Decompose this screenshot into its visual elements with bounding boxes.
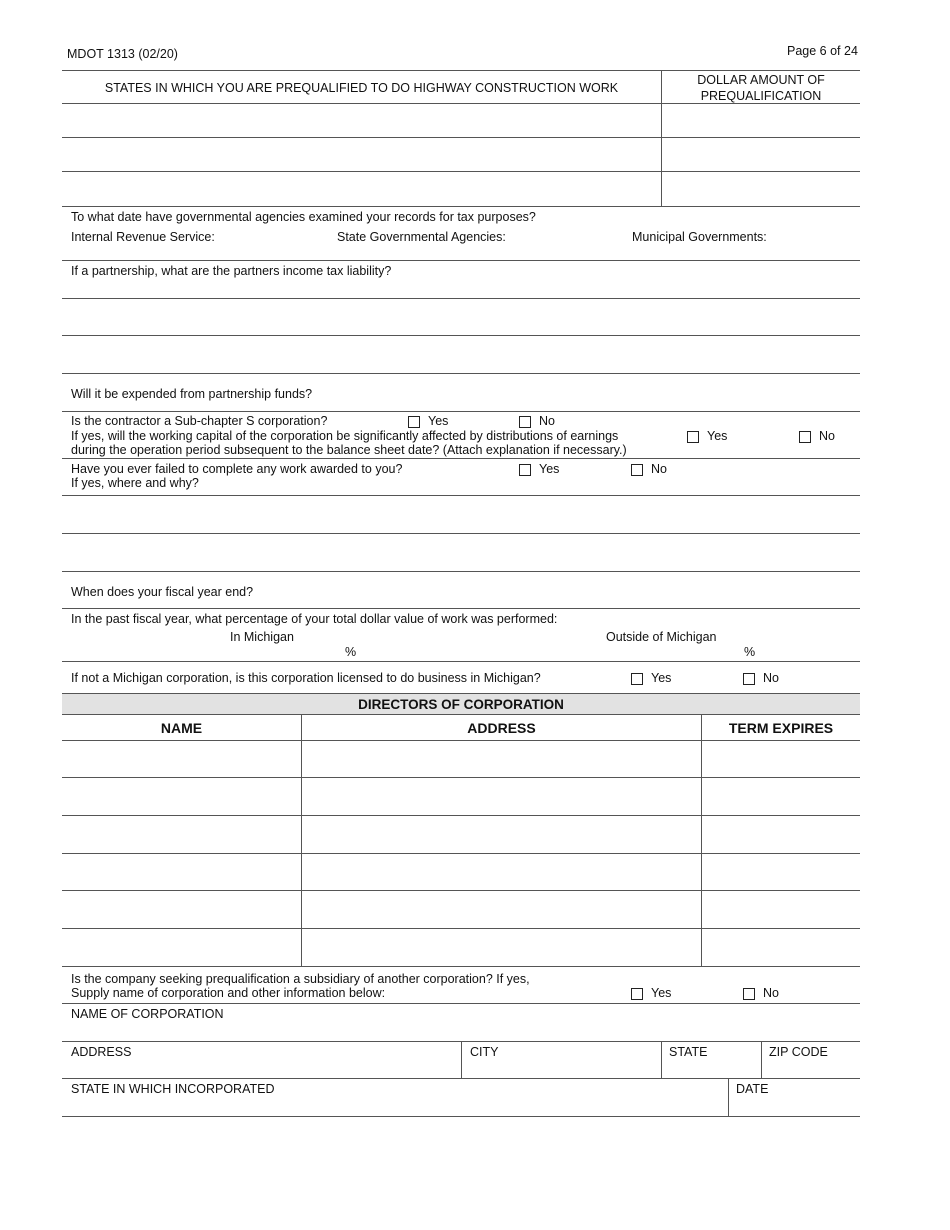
fiscal-year-question: When does your fiscal year end? <box>71 585 254 599</box>
percentage-question: In the past fiscal year, what percentage of your total dollar value of work was performed: <box>71 612 558 626</box>
no-label: No <box>763 986 779 1000</box>
divider <box>62 70 860 71</box>
subsidiary-no-checkbox[interactable] <box>743 988 755 1000</box>
director-address-field[interactable] <box>302 816 701 853</box>
director-name-field[interactable] <box>62 778 301 815</box>
amount-field-1[interactable] <box>662 104 860 137</box>
in-michigan-percent: % <box>345 645 357 659</box>
yes-label: Yes <box>651 986 672 1000</box>
municipal-label: Municipal Governments: <box>632 230 767 244</box>
date-field[interactable] <box>729 1097 860 1115</box>
divider <box>62 1078 860 1079</box>
state-field-2[interactable] <box>62 138 661 171</box>
director-name-field[interactable] <box>62 741 301 777</box>
municipal-date-field[interactable] <box>770 228 858 246</box>
directors-title: DIRECTORS OF CORPORATION <box>358 697 564 712</box>
licensed-no-checkbox[interactable] <box>743 673 755 685</box>
amount-field-2[interactable] <box>662 138 860 171</box>
subsidiary-question: Is the company seeking prequalification a subsidiary of another corporation? If yes, <box>71 972 530 986</box>
divider <box>62 1003 860 1004</box>
yes-label: Yes <box>539 462 560 476</box>
director-term-field[interactable] <box>702 741 860 777</box>
subsidiary-question-2: Supply name of corporation and other information below: <box>71 986 386 1000</box>
failed-work-yes-checkbox[interactable] <box>519 464 531 476</box>
subchapter-yes-checkbox[interactable] <box>408 416 420 428</box>
director-term-field[interactable] <box>702 854 860 890</box>
divider <box>62 966 860 967</box>
states-header: STATES IN WHICH YOU ARE PREQUALIFIED TO DO HIGHWAY CONSTRUCTION WORK <box>104 81 619 95</box>
page-number: Page 6 of 24 <box>787 44 858 58</box>
yes-label: Yes <box>707 429 728 443</box>
director-term-field[interactable] <box>702 891 860 928</box>
divider <box>62 608 860 609</box>
date-label: DATE <box>736 1082 769 1096</box>
subchapter-no-checkbox[interactable] <box>519 416 531 428</box>
failed-work-answer-line-2[interactable] <box>62 534 860 571</box>
no-label: No <box>539 414 555 428</box>
subchapter-question: Is the contractor a Sub-chapter S corporation? <box>71 414 328 428</box>
director-address-field[interactable] <box>302 929 701 966</box>
yes-label: Yes <box>428 414 449 428</box>
no-label: No <box>651 462 667 476</box>
zip-code-label: ZIP CODE <box>769 1045 828 1059</box>
director-name-field[interactable] <box>62 816 301 853</box>
divider <box>62 206 860 207</box>
address-field[interactable] <box>62 1060 461 1078</box>
address-column-header: ADDRESS <box>467 720 536 736</box>
corporation-name-field[interactable] <box>62 1022 860 1040</box>
in-michigan-field[interactable] <box>300 640 344 658</box>
director-name-field[interactable] <box>62 854 301 890</box>
state-field[interactable] <box>662 1060 761 1078</box>
irs-label: Internal Revenue Service: <box>71 230 215 244</box>
divider <box>62 571 860 572</box>
working-capital-question-2: during the operation period subsequent to the balance sheet date? (Attach explanation if necessary.) <box>71 443 627 457</box>
name-column-header: NAME <box>160 720 203 736</box>
dollar-amount-header: DOLLAR AMOUNT OF <box>697 73 825 87</box>
divider <box>62 411 860 412</box>
term-expires-column-header: TERM EXPIRES <box>728 720 834 736</box>
director-address-field[interactable] <box>302 854 701 890</box>
director-term-field[interactable] <box>702 816 860 853</box>
divider <box>62 458 860 459</box>
divider <box>62 373 860 374</box>
divider <box>62 1116 860 1117</box>
expended-question: Will it be expended from partnership funds? <box>71 387 313 401</box>
failed-work-question-2: If yes, where and why? <box>71 476 199 490</box>
no-label: No <box>763 671 779 685</box>
failed-work-no-checkbox[interactable] <box>631 464 643 476</box>
zip-code-field[interactable] <box>762 1060 860 1078</box>
fiscal-year-field[interactable] <box>260 582 660 604</box>
incorporated-state-label: STATE IN WHICH INCORPORATED <box>71 1082 275 1096</box>
working-capital-no-checkbox[interactable] <box>799 431 811 443</box>
state-field-3[interactable] <box>62 172 661 205</box>
no-label: No <box>819 429 835 443</box>
subsidiary-yes-checkbox[interactable] <box>631 988 643 1000</box>
outside-michigan-label: Outside of Michigan <box>606 630 717 644</box>
city-field[interactable] <box>462 1060 661 1078</box>
address-label: ADDRESS <box>71 1045 132 1059</box>
partnership-answer-line-1[interactable] <box>62 299 860 335</box>
in-michigan-label: In Michigan <box>230 630 294 644</box>
licensed-yes-checkbox[interactable] <box>631 673 643 685</box>
director-term-field[interactable] <box>702 778 860 815</box>
failed-work-question: Have you ever failed to complete any work awarded to you? <box>71 462 403 476</box>
director-name-field[interactable] <box>62 891 301 928</box>
state-field-1[interactable] <box>62 104 661 137</box>
working-capital-question: If yes, will the working capital of the corporation be significantly affected by distributions of earnings <box>71 429 619 443</box>
partnership-question: If a partnership, what are the partners income tax liability? <box>71 264 392 278</box>
form-id: MDOT 1313 (02/20) <box>67 47 178 61</box>
director-address-field[interactable] <box>302 778 701 815</box>
amount-field-3[interactable] <box>662 172 860 205</box>
state-date-field[interactable] <box>508 228 626 246</box>
director-address-field[interactable] <box>302 741 701 777</box>
incorporated-state-field[interactable] <box>62 1097 728 1115</box>
outside-michigan-field[interactable] <box>698 640 742 658</box>
state-label: STATE <box>669 1045 708 1059</box>
city-label: CITY <box>470 1045 499 1059</box>
licensed-question: If not a Michigan corporation, is this corporation licensed to do business in Michigan? <box>71 671 541 685</box>
working-capital-yes-checkbox[interactable] <box>687 431 699 443</box>
partnership-answer-line-2[interactable] <box>62 336 860 373</box>
dollar-amount-header-2: PREQUALIFICATION <box>700 89 822 103</box>
divider <box>62 661 860 662</box>
tax-question: To what date have governmental agencies examined your records for tax purposes? <box>71 210 536 224</box>
irs-date-field[interactable] <box>216 228 331 246</box>
divider <box>62 260 860 261</box>
outside-michigan-percent: % <box>744 645 756 659</box>
state-agencies-label: State Governmental Agencies: <box>337 230 506 244</box>
director-term-field[interactable] <box>702 929 860 966</box>
corporation-name-label: NAME OF CORPORATION <box>71 1007 224 1021</box>
yes-label: Yes <box>651 671 672 685</box>
director-address-field[interactable] <box>302 891 701 928</box>
failed-work-answer-line-1[interactable] <box>62 496 860 533</box>
director-name-field[interactable] <box>62 929 301 966</box>
